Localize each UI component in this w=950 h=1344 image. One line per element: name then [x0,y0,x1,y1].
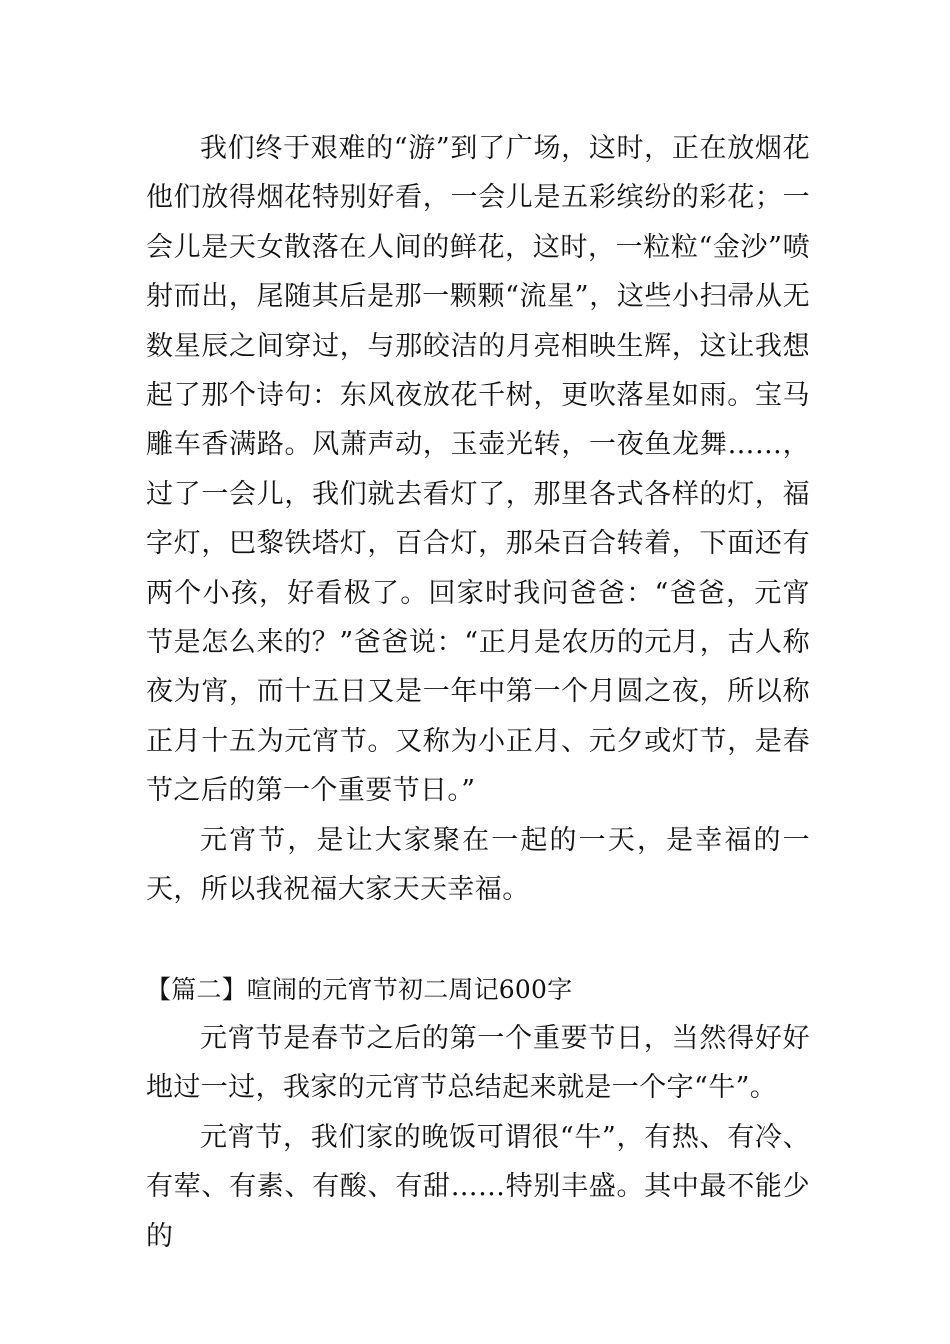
paragraph-section-intro: 元宵节是春节之后的第一个重要节日，当然得好好地过一过，我家的元宵节总结起来就是一个字“牛”。 [146,1022,810,1104]
paragraph-lantern-festival-night: 我们终于艰难的“游”到了广场，这时，正在放烟花他们放得烟花特别好看，一会儿是五彩缤纷的彩花；一会儿是天女散落在人间的鲜花，这时，一粒粒“金沙”喷射而出，尾随其后是那一颗颗“流星”，这些小扫帚从无数星辰之间穿过，与那皎洁的月亮相映生辉，这让我想起了那个诗句：东风夜放花千树，更吹落星如雨。宝马雕车香满路。风萧声动，玉壶光转，一夜鱼龙舞……，过了一会儿，我们就去看灯了，那里各式各样的灯，福字灯，巴黎铁塔灯，百合灯，那朵百合转着，下面还有两个小孩，好看极了。回家时我问爸爸：“爸爸，元宵节是怎么来的？”爸爸说：“正月是农历的元月，古人称夜为宵，而十五日又是一年中第一个月圆之夜，所以称正月十五为元宵节。又称为小正月、元夕或灯节，是春节之后的第一个重要节日。” [146,133,810,807]
paragraph-blessing: 元宵节，是让大家聚在一起的一天，是幸福的一天，所以我祝福大家天天幸福。 [146,824,810,906]
section-spacer [146,915,810,965]
section-heading: 【篇二】喧闹的元宵节初二周记600字 [146,974,573,1004]
document-body [146,124,810,1261]
paragraph-section-dinner: 元宵节，我们家的晚饭可谓很“牛”，有热、有冷、有荤、有素、有酸、有甜……特别丰盛。其中最不能少的 [146,1121,810,1252]
